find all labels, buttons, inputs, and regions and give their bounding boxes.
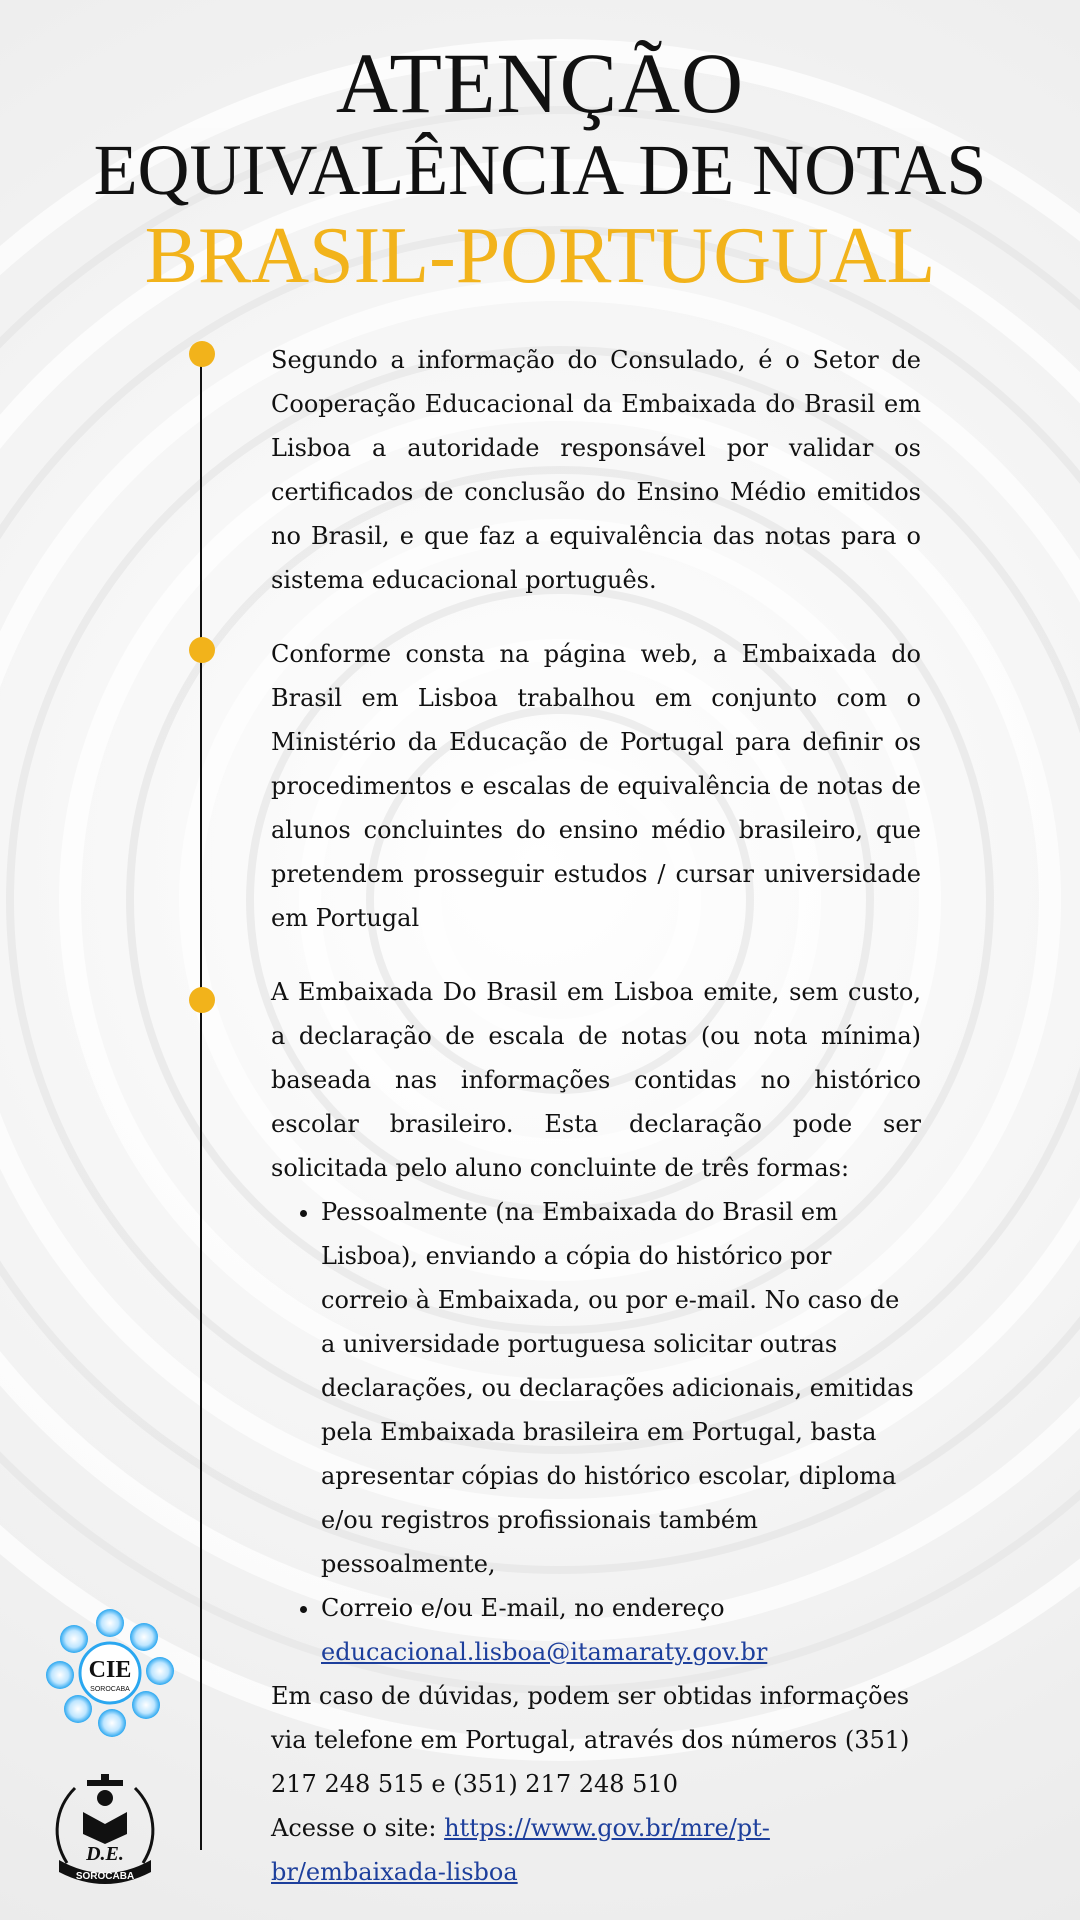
cie-logo-text: CIE [88,1657,132,1683]
main-content [271,338,921,1894]
list-item-text: Correio e/ou E-mail, no endereço [321,1594,725,1622]
list-item-text: Pessoalmente (na Embaixada do Brasil em Lisboa), enviando a cópia do histórico por correio à Embaixada, ou por e-mail. No caso de a universidade portuguesa solicitar outras declarações, ou declarações adicionais, emitidas pela Embaixada brasileira em Portugal, basta apresentar cópias do histórico escolar, diploma e/ou registros profissionais também pessoalmente, [321,1198,914,1578]
timeline-dot-2 [189,637,215,663]
timeline-dot-3 [189,987,215,1013]
page-header [0,35,1080,300]
de-logo [45,1768,165,1888]
title-equivalence: EQUIVALÊNCIA DE NOTAS [93,130,987,210]
de-logo-text: D.E. [86,1843,124,1865]
paragraph-doubts: Em caso de dúvidas, podem ser obtidas informações via telefone em Portugal, através dos números (351) 217 248 515 e (351) 217 248 510 [271,1682,910,1798]
cie-logo [40,1605,180,1745]
list-item-mail [321,1586,921,1674]
site-label: Acesse o site: [271,1814,437,1842]
paragraph-procedures: Conforme consta na página web, a Embaixada do Brasil em Lisboa trabalhou em conjunto com o Ministério da Educação de Portugal para definir os procedimentos e escalas de equivalência de notas de alunos concluintes do ensino médio brasileiro, que pretendem prosseguir estudos / cursar universidade em Portugal [271,640,921,932]
title-brasil-portugal: BRASIL-PORTUGUAL [144,212,936,300]
paragraph-declaration: A Embaixada Do Brasil em Lisboa emite, sem custo, a declaração de escala de notas (ou nota mínima) baseada nas informações contidas no histórico escolar brasileiro. Esta declaração pode ser solicitada pelo aluno concluinte de três formas: [271,978,921,1182]
request-methods-list [271,1190,921,1674]
cie-logo-subtext: SOROCABA [90,1686,130,1693]
list-item-in-person [321,1190,921,1586]
de-logo-subtext: SOROCABA [75,1871,135,1882]
timeline-dot-1 [189,341,215,367]
site-link[interactable]: https://www.gov.br/mre/pt-br/embaixada-lisboa [271,1814,770,1886]
title-attention: ATENÇÃO [335,35,745,131]
paragraph-consulate: Segundo a informação do Consulado, é o Setor de Cooperação Educacional da Embaixada do Brasil em Lisboa a autoridade responsável por validar os certificados de conclusão do Ensino Médio emitidos no Brasil, e que faz a equivalência das notas para o sistema educacional português. [271,346,921,594]
paragraph-site [271,1806,921,1894]
email-link[interactable]: educacional.lisboa@itamaraty.gov.br [321,1638,768,1666]
timeline-line [200,352,202,1850]
